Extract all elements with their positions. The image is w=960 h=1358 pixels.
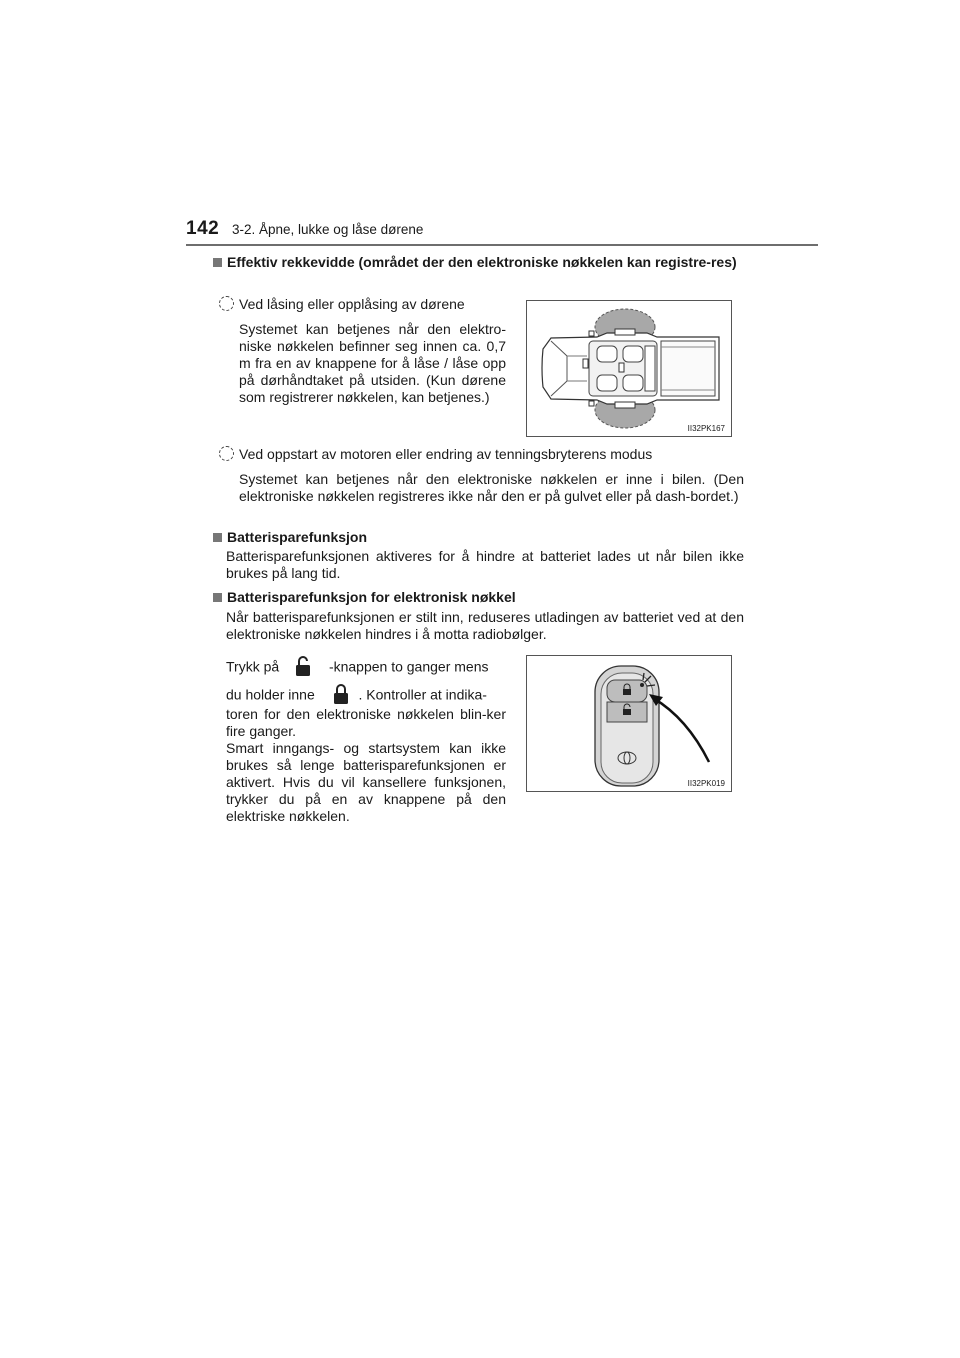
item-text-locking: Systemet kan betjenes når den elektro-niske nøkkelen befinner seg innen ca. 0,7 m fra en av knappene for å låse / låse opp på dørhåndtaket på utsiden. (Kun dørene som registrerer nøkkelen, kan betjenes.)	[239, 321, 506, 405]
chapter-title: 3-2. Åpne, lukke og låse dørene	[232, 222, 424, 237]
square-bullet-icon	[213, 533, 222, 542]
figure-key-fob	[526, 655, 732, 792]
dashed-circle-icon	[219, 446, 234, 461]
item-text-ignition: Systemet kan betjenes når den elektroniske nøkkelen er inne i bilen. (Den elektroniske nøkkelen registreres ikke når den er på gulvet eller på dash-bordet.)	[239, 471, 744, 504]
key-battery-saver-text: Når batterisparefunksjonen er stilt inn, reduseres utladingen av batteriet ved at den elektroniske nøkkelen hindres i å motta radiobølger.	[226, 609, 744, 642]
unlock-icon	[295, 655, 311, 681]
instruction-line-2: du holder inne . Kontroller at indika-	[226, 683, 506, 709]
instruction-text-indicator: toren for den elektroniske nøkkelen blin-ker fire ganger.	[226, 706, 506, 739]
header-rule	[186, 244, 818, 246]
instruction-text-note: Smart inngangs- og startsystem kan ikke brukes så lenge batterisparefunksjonen er aktivert. Hvis du vil kansellere funksjonen, trykker du på en av knappene på den elektriske nøkkelen.	[226, 740, 506, 824]
page-number: 142	[186, 218, 220, 239]
square-bullet-icon	[213, 258, 222, 267]
figure-car-range	[526, 300, 732, 437]
section-heading-effective-range: Effektiv rekkevidde (området der den elektroniske nøkkelen kan registre-res)	[213, 254, 755, 271]
item-title-ignition: Ved oppstart av motoren eller endring av tenningsbryterens modus	[239, 446, 653, 462]
battery-saver-text: Batterisparefunksjonen aktiveres for å hindre at batteriet lades ut når bilen ikke brukes på lang tid.	[226, 548, 744, 581]
figure-code: II32PK167	[687, 424, 725, 433]
section-heading-battery-saver: Batterisparefunksjon	[213, 529, 367, 546]
key-fob-illustration	[527, 656, 731, 791]
figure-code: II32PK019	[687, 779, 725, 788]
section-heading-key-battery-saver: Batterisparefunksjon for elektronisk nøkkel	[213, 589, 516, 606]
square-bullet-icon	[213, 593, 222, 602]
instruction-line-1: Trykk på -knappen to ganger mens	[226, 655, 506, 681]
car-top-view-illustration	[527, 301, 731, 436]
dashed-circle-icon	[219, 296, 234, 311]
item-title-locking: Ved låsing eller opplåsing av dørene	[239, 296, 465, 312]
